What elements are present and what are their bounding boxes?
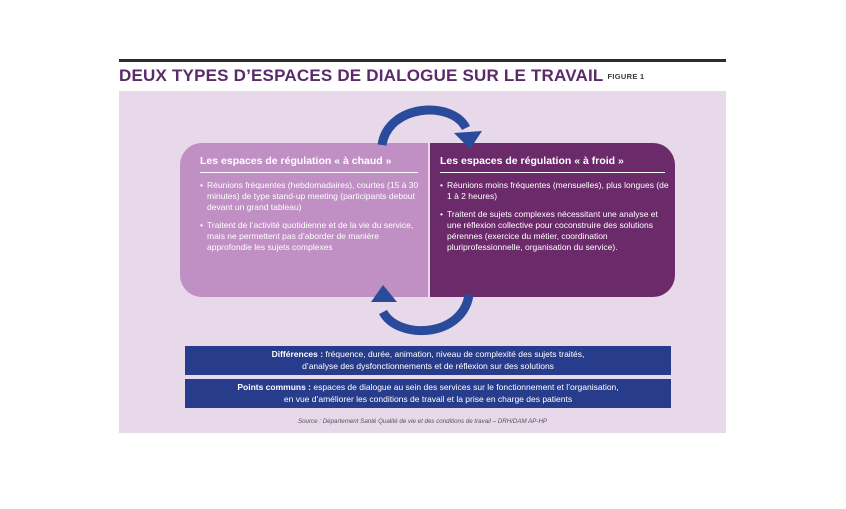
cold-regulation-box (430, 143, 675, 297)
common-points-label: Points communs : (237, 382, 312, 392)
list-item: • Traitent de sujets complexes nécessitant une analyse et une réflexion collective pour coconstruire des solutions pérennes (exercice du métier, coordination pluriprofessionnelle, organisation du service). (440, 209, 658, 252)
differences-bar (185, 346, 671, 375)
list-item: • Traitent de l’activité quotidienne et de la vie du service, mais ne permettent pas d’aborder de manière approfondie les sujets complexes (200, 220, 414, 252)
figure-title (119, 66, 726, 86)
hot-regulation-list (200, 180, 424, 260)
differences-text-2: d’analyse des dysfonctionnements et de réflexion sur des solutions (302, 361, 554, 371)
common-points-bar (185, 379, 671, 408)
figure-title-text: DEUX TYPES D’ESPACES DE DIALOGUE SUR LE TRAVAIL (119, 66, 604, 85)
cold-regulation-title: Les espaces de régulation « à froid » (440, 155, 624, 167)
hot-regulation-box (180, 143, 428, 297)
differences-text-1: fréquence, durée, animation, niveau de complexité des sujets traités, (325, 349, 585, 359)
top-rule (119, 59, 726, 62)
cold-regulation-divider (440, 172, 665, 173)
differences-label: Différences : (271, 349, 324, 359)
figure-label: FIGURE 1 (607, 72, 645, 81)
cold-regulation-list (440, 180, 672, 260)
common-points-text-2: en vue d’améliorer les conditions de travail et la prise en charge des patients (283, 394, 573, 404)
hot-regulation-title: Les espaces de régulation « à chaud » (200, 155, 392, 167)
common-points-text-1: espaces de dialogue au sein des services sur le fonctionnement et l’organisation, (313, 382, 619, 392)
list-item: • Réunions fréquentes (hebdomadaires), courtes (15 à 30 minutes) de type stand-up meeting (participants debout devant un grand tableau) (200, 180, 419, 212)
list-item: • Réunions moins fréquentes (mensuelles), plus longues (de 1 à 2 heures) (440, 180, 669, 201)
source-note: Source : Département Santé Qualité de vie et des conditions de travail – DRH/DAM AP-HP (297, 418, 548, 425)
hot-regulation-divider (200, 172, 418, 173)
